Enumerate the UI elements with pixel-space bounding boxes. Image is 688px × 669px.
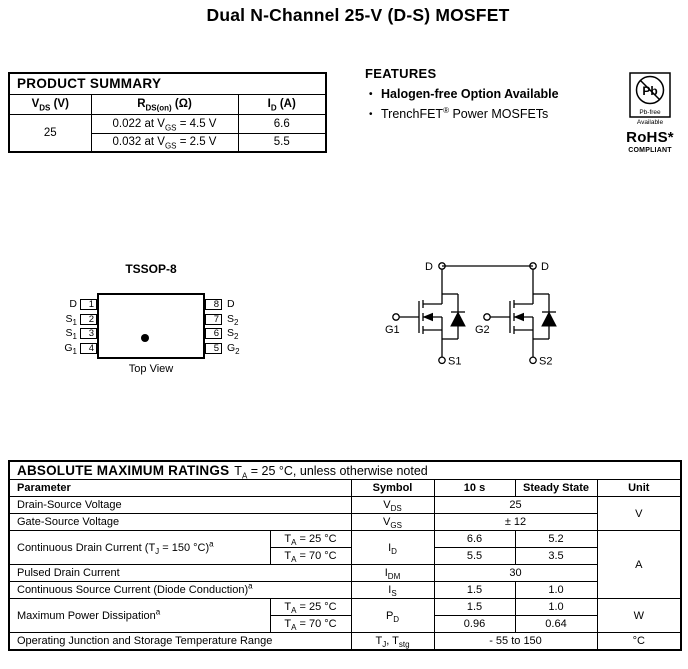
drain-label-right: D — [541, 261, 549, 273]
table-row — [9, 497, 681, 514]
mosfet-2-symbol — [484, 269, 556, 364]
pd-70-ss: 0.64 — [515, 616, 597, 633]
mosfet-schematic — [385, 253, 635, 378]
vds-symbol: $V_{DS}$ — [351, 497, 434, 514]
pin1-dot-icon — [141, 334, 149, 342]
unit-a: A — [597, 531, 681, 599]
available-label: Available — [636, 119, 664, 126]
gate2-label: G2 — [475, 324, 490, 336]
bullet-icon: • — [369, 89, 373, 100]
mosfet-1-symbol — [393, 269, 465, 364]
header-parameter: Parameter — [9, 480, 351, 497]
pin-label-left-3: $S_1$ — [65, 327, 77, 342]
table-row — [9, 114, 326, 133]
unit-c: °C — [597, 633, 681, 650]
feature-item — [365, 107, 615, 121]
drain-label-left: D — [425, 261, 433, 273]
package-name: TSSOP-8 — [125, 262, 177, 276]
id-25-ss: 5.2 — [515, 531, 597, 548]
feature-text: TrenchFET® Power MOSFETs — [381, 105, 549, 121]
vgs-param: Gate-Source Voltage — [9, 514, 351, 531]
product-summary-header-row — [9, 94, 326, 114]
id-cond-70: $T_A = 70$ °C — [270, 548, 351, 565]
vgs-symbol: $V_{GS}$ — [351, 514, 434, 531]
pd-param: Maximum Power Dissipation$^a$ — [9, 599, 270, 633]
pin-box-3: 3 — [80, 328, 97, 339]
unit-w: W — [597, 599, 681, 633]
source1-label: S1 — [448, 355, 462, 368]
header-10s: 10 s — [434, 480, 515, 497]
package-body — [97, 293, 205, 359]
vds-value-cell: 25 — [9, 114, 91, 152]
pin-label-right-5: $G_2$ — [227, 342, 240, 357]
svg-text:Pb-free: Pb-free — [639, 109, 661, 116]
col-header-vds: $V_{DS}$ (V) — [9, 94, 91, 114]
header-unit: Unit — [597, 480, 681, 497]
is-param: Continuous Source Current (Diode Conduction)$^a$ — [9, 582, 351, 599]
table-row — [9, 599, 681, 616]
id-25-10s: 6.6 — [434, 531, 515, 548]
id-param: Continuous Drain Current ($T_J = 150$ °C)$^a$ — [9, 531, 270, 565]
vds-value: 25 — [434, 497, 597, 514]
rdson-cell-2: 0.032 at $V_{GS} = 2.5$ V — [91, 133, 238, 152]
pin-label-right-8: D — [227, 298, 235, 310]
pin-label-left-1: D — [69, 298, 77, 310]
pin-box-2: 2 — [80, 314, 97, 325]
table-row — [9, 633, 681, 650]
id-cond-25: $T_A = 25$ °C — [270, 531, 351, 548]
is-10s: 1.5 — [434, 582, 515, 599]
pd-cond-70: $T_A = 70$ °C — [270, 616, 351, 633]
bullet-icon: • — [369, 109, 373, 120]
idm-param: Pulsed Drain Current — [9, 565, 351, 582]
table-row — [9, 531, 681, 548]
features-title: FEATURES — [365, 66, 437, 81]
amr-header-row — [9, 480, 681, 497]
is-symbol: $I_S$ — [351, 582, 434, 599]
top-view-label: Top View — [128, 363, 174, 375]
pin-label-right-6: $S_2$ — [227, 327, 239, 342]
pin-box-4: 4 — [80, 343, 97, 354]
gate1-label: G1 — [385, 324, 400, 336]
id-cell-1: 6.6 — [238, 114, 326, 133]
pin-label-right-7: $S_2$ — [227, 313, 239, 328]
pd-25-ss: 1.0 — [515, 599, 597, 616]
pin-box-8: 8 — [205, 299, 222, 310]
table-row — [9, 514, 681, 531]
feature-item — [365, 87, 615, 101]
header-steady-state: Steady State — [515, 480, 597, 497]
svg-text:Pb: Pb — [642, 84, 658, 98]
pin-box-5: 5 — [205, 343, 222, 354]
table-row — [9, 582, 681, 599]
pin-box-6: 6 — [205, 328, 222, 339]
pin-label-left-4: $G_1$ — [64, 342, 77, 357]
temp-param: Operating Junction and Storage Temperature Range — [9, 633, 351, 650]
temp-symbol: $T_J$, $T_{stg}$ — [351, 633, 434, 650]
product-summary-title: PRODUCT SUMMARY — [9, 73, 326, 94]
id-70-10s: 5.5 — [434, 548, 515, 565]
pin-box-1: 1 — [80, 299, 97, 310]
vgs-value: ± 12 — [434, 514, 597, 531]
pd-70-10s: 0.96 — [434, 616, 515, 633]
amr-title: ABSOLUTE MAXIMUM RATINGS $T_A = 25$ °C, unless otherwise noted — [9, 461, 681, 480]
absolute-maximum-ratings-table — [8, 460, 682, 651]
pd-25-10s: 1.5 — [434, 599, 515, 616]
compliance-block — [622, 72, 678, 154]
id-symbol: $I_D$ — [351, 531, 434, 565]
pin-label-left-2: $S_1$ — [65, 313, 77, 328]
pb-free-icon — [629, 72, 671, 118]
unit-v: V — [597, 497, 681, 531]
id-cell-2: 5.5 — [238, 133, 326, 152]
source2-label: S2 — [539, 355, 553, 368]
package-diagram — [60, 262, 320, 377]
feature-text: Halogen-free Option Available — [381, 87, 559, 101]
vds-param: Drain-Source Voltage — [9, 497, 351, 514]
table-row — [9, 565, 681, 582]
product-summary-table — [8, 72, 327, 153]
col-header-id: $I_D$ (A) — [238, 94, 326, 114]
rohs-label: RoHS* — [626, 129, 674, 146]
idm-symbol: $I_{DM}$ — [351, 565, 434, 582]
rdson-cell-1: 0.022 at $V_{GS} = 4.5$ V — [91, 114, 238, 133]
pd-symbol: $P_D$ — [351, 599, 434, 633]
id-70-ss: 3.5 — [515, 548, 597, 565]
pin-box-7: 7 — [205, 314, 222, 325]
compliant-label: COMPLIANT — [628, 147, 672, 154]
is-ss: 1.0 — [515, 582, 597, 599]
header-symbol: Symbol — [351, 480, 434, 497]
col-header-rdson: $R_{DS(on)}$ (Ω) — [91, 94, 238, 114]
features-section — [365, 66, 615, 121]
idm-value: 30 — [434, 565, 597, 582]
page-title: Dual N-Channel 25-V (D-S) MOSFET — [206, 5, 510, 25]
temp-value: - 55 to 150 — [434, 633, 597, 650]
pd-cond-25: $T_A = 25$ °C — [270, 599, 351, 616]
